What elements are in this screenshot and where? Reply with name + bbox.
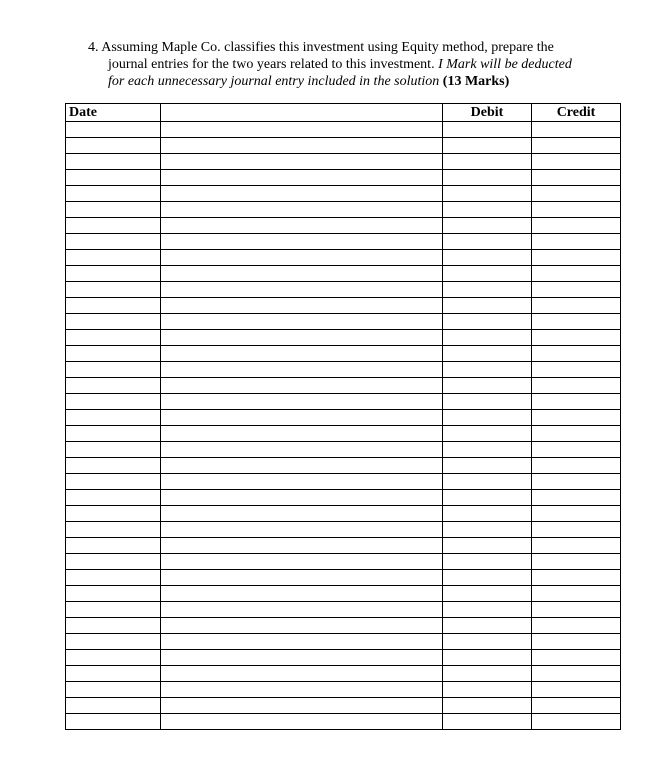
- table-row: [66, 378, 621, 394]
- account-cell[interactable]: [161, 346, 443, 362]
- account-cell[interactable]: [161, 378, 443, 394]
- table-row: [66, 394, 621, 410]
- date-column-header: Date: [66, 104, 161, 122]
- credit-cell[interactable]: [532, 666, 621, 682]
- journal-entry-table: [65, 103, 621, 730]
- credit-cell[interactable]: [532, 330, 621, 346]
- date-cell[interactable]: [66, 138, 161, 154]
- date-cell[interactable]: [66, 506, 161, 522]
- date-cell[interactable]: [66, 426, 161, 442]
- account-cell[interactable]: [161, 570, 443, 586]
- debit-cell[interactable]: [443, 378, 532, 394]
- debit-cell[interactable]: [443, 410, 532, 426]
- credit-cell[interactable]: [532, 634, 621, 650]
- table-row: [66, 346, 621, 362]
- date-cell[interactable]: [66, 202, 161, 218]
- debit-cell[interactable]: [443, 618, 532, 634]
- account-cell[interactable]: [161, 394, 443, 410]
- credit-cell[interactable]: [532, 394, 621, 410]
- table-row: [66, 506, 621, 522]
- date-cell[interactable]: [66, 330, 161, 346]
- account-cell[interactable]: [161, 490, 443, 506]
- debit-cell[interactable]: [443, 634, 532, 650]
- table-row: [66, 442, 621, 458]
- debit-cell[interactable]: [443, 554, 532, 570]
- date-cell[interactable]: [66, 474, 161, 490]
- credit-cell[interactable]: [532, 170, 621, 186]
- debit-cell[interactable]: [443, 538, 532, 554]
- credit-cell[interactable]: [532, 554, 621, 570]
- credit-cell[interactable]: [532, 138, 621, 154]
- table-row: [66, 570, 621, 586]
- question-line-3: [88, 73, 628, 90]
- credit-cell[interactable]: [532, 234, 621, 250]
- debit-cell[interactable]: [443, 346, 532, 362]
- account-cell[interactable]: [161, 618, 443, 634]
- debit-cell[interactable]: [443, 474, 532, 490]
- date-cell[interactable]: [66, 186, 161, 202]
- table-row: [66, 138, 621, 154]
- account-cell[interactable]: [161, 362, 443, 378]
- table-row: [66, 282, 621, 298]
- account-cell[interactable]: [161, 154, 443, 170]
- account-cell[interactable]: [161, 554, 443, 570]
- table-row: [66, 698, 621, 714]
- table-row: [66, 682, 621, 698]
- credit-cell[interactable]: [532, 506, 621, 522]
- account-cell[interactable]: [161, 458, 443, 474]
- account-cell[interactable]: [161, 330, 443, 346]
- date-cell[interactable]: [66, 442, 161, 458]
- credit-cell[interactable]: [532, 474, 621, 490]
- account-cell[interactable]: [161, 650, 443, 666]
- date-cell[interactable]: [66, 458, 161, 474]
- debit-cell[interactable]: [443, 714, 532, 730]
- credit-cell[interactable]: [532, 458, 621, 474]
- credit-cell[interactable]: [532, 346, 621, 362]
- date-cell[interactable]: [66, 650, 161, 666]
- debit-cell[interactable]: [443, 266, 532, 282]
- debit-cell[interactable]: [443, 506, 532, 522]
- date-cell[interactable]: [66, 666, 161, 682]
- account-cell[interactable]: [161, 522, 443, 538]
- credit-cell[interactable]: [532, 714, 621, 730]
- account-cell[interactable]: [161, 474, 443, 490]
- date-cell[interactable]: [66, 170, 161, 186]
- table-row: [66, 202, 621, 218]
- debit-cell[interactable]: [443, 362, 532, 378]
- date-cell[interactable]: [66, 602, 161, 618]
- credit-cell[interactable]: [532, 586, 621, 602]
- debit-cell[interactable]: [443, 650, 532, 666]
- credit-cell[interactable]: [532, 602, 621, 618]
- credit-cell[interactable]: [532, 202, 621, 218]
- credit-cell[interactable]: [532, 618, 621, 634]
- credit-cell[interactable]: [532, 378, 621, 394]
- account-cell[interactable]: [161, 426, 443, 442]
- account-cell[interactable]: [161, 138, 443, 154]
- table-row: [66, 650, 621, 666]
- credit-column-header: Credit: [532, 104, 621, 122]
- table-row: [66, 234, 621, 250]
- account-cell[interactable]: [161, 410, 443, 426]
- date-cell[interactable]: [66, 154, 161, 170]
- account-cell[interactable]: [161, 538, 443, 554]
- date-cell[interactable]: [66, 282, 161, 298]
- question-line-2-italic: I Mark will be deducted: [438, 57, 572, 72]
- account-cell[interactable]: [161, 250, 443, 266]
- account-cell[interactable]: [161, 442, 443, 458]
- table-row: [66, 410, 621, 426]
- table-row: [66, 538, 621, 554]
- debit-cell[interactable]: [443, 250, 532, 266]
- date-cell[interactable]: [66, 314, 161, 330]
- table-row: [66, 554, 621, 570]
- debit-cell[interactable]: [443, 202, 532, 218]
- credit-cell[interactable]: [532, 218, 621, 234]
- table-row: [66, 586, 621, 602]
- debit-cell[interactable]: [443, 586, 532, 602]
- table-row: [66, 266, 621, 282]
- account-cell[interactable]: [161, 202, 443, 218]
- account-cell[interactable]: [161, 714, 443, 730]
- table-row: [66, 426, 621, 442]
- account-cell[interactable]: [161, 314, 443, 330]
- account-cell[interactable]: [161, 586, 443, 602]
- debit-cell[interactable]: [443, 490, 532, 506]
- credit-cell[interactable]: [532, 122, 621, 138]
- debit-column-header: Debit: [443, 104, 532, 122]
- debit-cell[interactable]: [443, 698, 532, 714]
- table-row: [66, 714, 621, 730]
- date-cell[interactable]: [66, 522, 161, 538]
- table-row: [66, 490, 621, 506]
- date-cell[interactable]: [66, 410, 161, 426]
- debit-cell[interactable]: [443, 170, 532, 186]
- date-cell[interactable]: [66, 586, 161, 602]
- table-header-row: [66, 104, 621, 122]
- date-cell[interactable]: [66, 298, 161, 314]
- table-row: [66, 634, 621, 650]
- table-row: [66, 218, 621, 234]
- table-row: [66, 330, 621, 346]
- credit-cell[interactable]: [532, 250, 621, 266]
- table-row: [66, 122, 621, 138]
- credit-cell[interactable]: [532, 154, 621, 170]
- credit-cell[interactable]: [532, 282, 621, 298]
- account-cell[interactable]: [161, 186, 443, 202]
- debit-cell[interactable]: [443, 666, 532, 682]
- date-cell[interactable]: [66, 682, 161, 698]
- table-row: [66, 666, 621, 682]
- account-cell[interactable]: [161, 506, 443, 522]
- date-cell[interactable]: [66, 490, 161, 506]
- date-cell[interactable]: [66, 570, 161, 586]
- account-cell[interactable]: [161, 634, 443, 650]
- table-row: [66, 522, 621, 538]
- date-cell[interactable]: [66, 538, 161, 554]
- credit-cell[interactable]: [532, 522, 621, 538]
- debit-cell[interactable]: [443, 298, 532, 314]
- credit-cell[interactable]: [532, 410, 621, 426]
- credit-cell[interactable]: [532, 442, 621, 458]
- date-cell[interactable]: [66, 634, 161, 650]
- question-line-3-italic: for each unnecessary journal entry included in the solution: [108, 74, 440, 89]
- account-cell[interactable]: [161, 666, 443, 682]
- debit-cell[interactable]: [443, 314, 532, 330]
- date-cell[interactable]: [66, 698, 161, 714]
- credit-cell[interactable]: [532, 538, 621, 554]
- date-cell[interactable]: [66, 266, 161, 282]
- date-cell[interactable]: [66, 218, 161, 234]
- table-row: [66, 298, 621, 314]
- date-cell[interactable]: [66, 346, 161, 362]
- credit-cell[interactable]: [532, 298, 621, 314]
- debit-cell[interactable]: [443, 330, 532, 346]
- debit-cell[interactable]: [443, 458, 532, 474]
- table-row: [66, 250, 621, 266]
- credit-cell[interactable]: [532, 650, 621, 666]
- account-cell[interactable]: [161, 282, 443, 298]
- table-row: [66, 186, 621, 202]
- account-cell[interactable]: [161, 234, 443, 250]
- debit-cell[interactable]: [443, 602, 532, 618]
- table-row: [66, 154, 621, 170]
- credit-cell[interactable]: [532, 314, 621, 330]
- debit-cell[interactable]: [443, 522, 532, 538]
- account-cell[interactable]: [161, 682, 443, 698]
- table-row: [66, 362, 621, 378]
- debit-cell[interactable]: [443, 682, 532, 698]
- debit-cell[interactable]: [443, 394, 532, 410]
- date-cell[interactable]: [66, 250, 161, 266]
- question-line-2-plain: journal entries for the two years related to this investment.: [108, 57, 439, 72]
- marks-label: (13 Marks): [442, 74, 510, 89]
- credit-cell[interactable]: [532, 266, 621, 282]
- credit-cell[interactable]: [532, 490, 621, 506]
- table-row: [66, 602, 621, 618]
- question-text: [88, 39, 628, 90]
- table-row: [66, 458, 621, 474]
- question-line-1: 4. Assuming Maple Co. classifies this investment using Equity method, prepare the: [88, 40, 554, 55]
- date-cell[interactable]: [66, 362, 161, 378]
- credit-cell[interactable]: [532, 186, 621, 202]
- debit-cell[interactable]: [443, 442, 532, 458]
- account-cell[interactable]: [161, 602, 443, 618]
- credit-cell[interactable]: [532, 426, 621, 442]
- table-row: [66, 314, 621, 330]
- table-row: [66, 618, 621, 634]
- debit-cell[interactable]: [443, 234, 532, 250]
- debit-cell[interactable]: [443, 186, 532, 202]
- credit-cell[interactable]: [532, 682, 621, 698]
- debit-cell[interactable]: [443, 426, 532, 442]
- table-row: [66, 170, 621, 186]
- date-cell[interactable]: [66, 122, 161, 138]
- date-cell[interactable]: [66, 554, 161, 570]
- debit-cell[interactable]: [443, 138, 532, 154]
- table-row: [66, 474, 621, 490]
- debit-cell[interactable]: [443, 122, 532, 138]
- date-cell[interactable]: [66, 378, 161, 394]
- account-cell[interactable]: [161, 266, 443, 282]
- account-column-header: [161, 104, 443, 122]
- credit-cell[interactable]: [532, 698, 621, 714]
- account-cell[interactable]: [161, 698, 443, 714]
- debit-cell[interactable]: [443, 154, 532, 170]
- date-cell[interactable]: [66, 394, 161, 410]
- account-cell[interactable]: [161, 298, 443, 314]
- journal-table-body: [66, 122, 621, 730]
- account-cell[interactable]: [161, 170, 443, 186]
- debit-cell[interactable]: [443, 570, 532, 586]
- account-cell[interactable]: [161, 122, 443, 138]
- credit-cell[interactable]: [532, 570, 621, 586]
- account-cell[interactable]: [161, 218, 443, 234]
- date-cell[interactable]: [66, 618, 161, 634]
- debit-cell[interactable]: [443, 282, 532, 298]
- date-cell[interactable]: [66, 234, 161, 250]
- question-line-2: [88, 56, 628, 73]
- debit-cell[interactable]: [443, 218, 532, 234]
- date-cell[interactable]: [66, 714, 161, 730]
- credit-cell[interactable]: [532, 362, 621, 378]
